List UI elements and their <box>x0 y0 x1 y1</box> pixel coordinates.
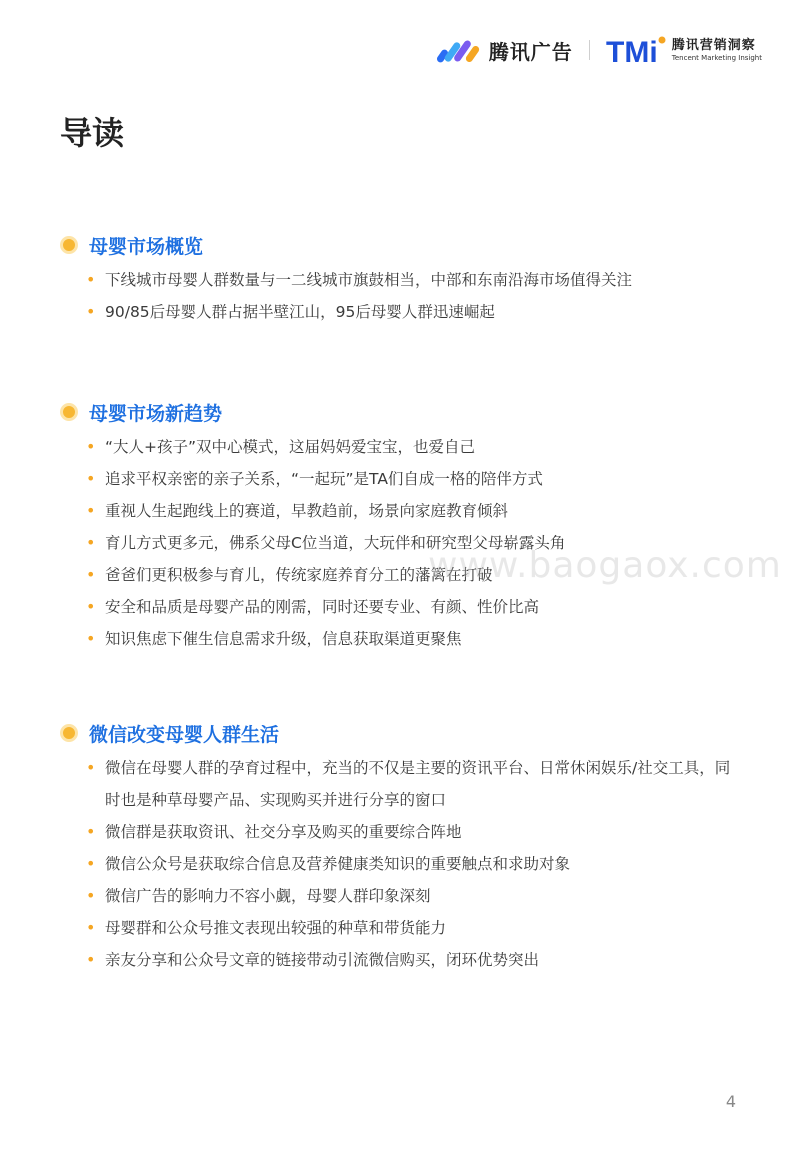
tmi-name-cn: 腾讯营销洞察 <box>671 37 756 53</box>
tencent-ads-logo <box>437 35 573 65</box>
section-title: 母婴市场新趋势 <box>89 402 223 425</box>
bullet-dot-icon: • <box>86 437 96 456</box>
section-title: 微信改变母婴人群生活 <box>89 723 280 746</box>
list-item: • 微信公众号是获取综合信息及营养健康类知识的重要触点和求助对象 <box>86 848 740 880</box>
bullet-dot-icon: • <box>86 270 96 289</box>
section-market-overview <box>60 230 740 328</box>
bullet-dot-icon: • <box>86 302 96 321</box>
tmi-logo-icon <box>606 35 668 65</box>
tmi-mark-text: TMi <box>605 36 658 65</box>
list-item: • 下线城市母婴人群数量与一二线城市旗鼓相当，中部和东南沿海市场值得关注 <box>86 264 740 296</box>
list-item: • 重视人生起跑线上的赛道，早教趋前，场景向家庭教育倾斜 <box>86 495 740 527</box>
bullet-dot-icon: • <box>86 758 96 777</box>
list-item: • 爸爸们更积极参与育儿，传统家庭养育分工的藩篱在打破 <box>86 559 740 591</box>
section-title: 母婴市场概览 <box>89 235 204 258</box>
bullet-list <box>60 431 740 655</box>
tmi-name-en: Tencent Marketing Insight <box>671 53 762 62</box>
tencent-ads-text: 腾讯广告 <box>488 39 573 64</box>
list-item: • 育儿方式更多元，佛系父母C位当道，大玩伴和研究型父母崭露头角 <box>86 527 740 559</box>
section-wechat-changes <box>60 718 740 976</box>
bullet-dot-icon: • <box>86 501 96 520</box>
list-item: • 安全和品质是母婴产品的刚需，同时还要专业、有颜、性价比高 <box>86 591 740 623</box>
bullet-dot-icon: • <box>86 950 96 969</box>
page-title: 导读 <box>60 114 125 152</box>
bullet-dot-icon: • <box>86 822 96 841</box>
list-item: • 母婴群和公众号推文表现出较强的种草和带货能力 <box>86 912 740 944</box>
bullet-dot-icon: • <box>86 629 96 648</box>
bullet-dot-icon: • <box>86 918 96 937</box>
section-bullet-icon <box>60 403 78 421</box>
bullet-dot-icon: • <box>86 533 96 552</box>
bullet-dot-icon: • <box>86 886 96 905</box>
list-item: • 亲友分享和公众号文章的链接带动引流微信购买，闭环优势突出 <box>86 944 740 976</box>
section-bullet-icon <box>60 724 78 742</box>
tmi-logo <box>606 35 762 65</box>
bullet-dot-icon: • <box>86 565 96 584</box>
list-item: • “大人+孩子”双中心模式，这届妈妈爱宝宝，也爱自己 <box>86 431 740 463</box>
bullet-list <box>60 264 740 328</box>
page-header <box>437 28 762 72</box>
tencent-ads-logo-icon <box>437 35 483 65</box>
bullet-dot-icon: • <box>86 469 96 488</box>
list-item: • 微信在母婴人群的孕育过程中，充当的不仅是主要的资讯平台、日常休闲娱乐/社交工具，同时也是种草母婴产品、实现购买并进行分享的窗口 <box>86 752 740 816</box>
watermark: www.baogaox.com <box>428 545 782 586</box>
list-item: • 微信群是获取资讯、社交分享及购买的重要综合阵地 <box>86 816 740 848</box>
bullet-list <box>60 752 740 976</box>
section-new-trends <box>60 397 740 655</box>
header-divider <box>589 40 590 60</box>
list-item: • 微信广告的影响力不容小觑，母婴人群印象深刻 <box>86 880 740 912</box>
list-item: • 追求平权亲密的亲子关系，“一起玩”是TA们自成一格的陪伴方式 <box>86 463 740 495</box>
bullet-dot-icon: • <box>86 597 96 616</box>
list-item: • 知识焦虑下催生信息需求升级，信息获取渠道更聚焦 <box>86 623 740 655</box>
list-item: • 90/85后母婴人群占据半壁江山，95后母婴人群迅速崛起 <box>86 296 740 328</box>
page-number: 4 <box>725 1092 736 1111</box>
bullet-dot-icon: • <box>86 854 96 873</box>
section-bullet-icon <box>60 236 78 254</box>
